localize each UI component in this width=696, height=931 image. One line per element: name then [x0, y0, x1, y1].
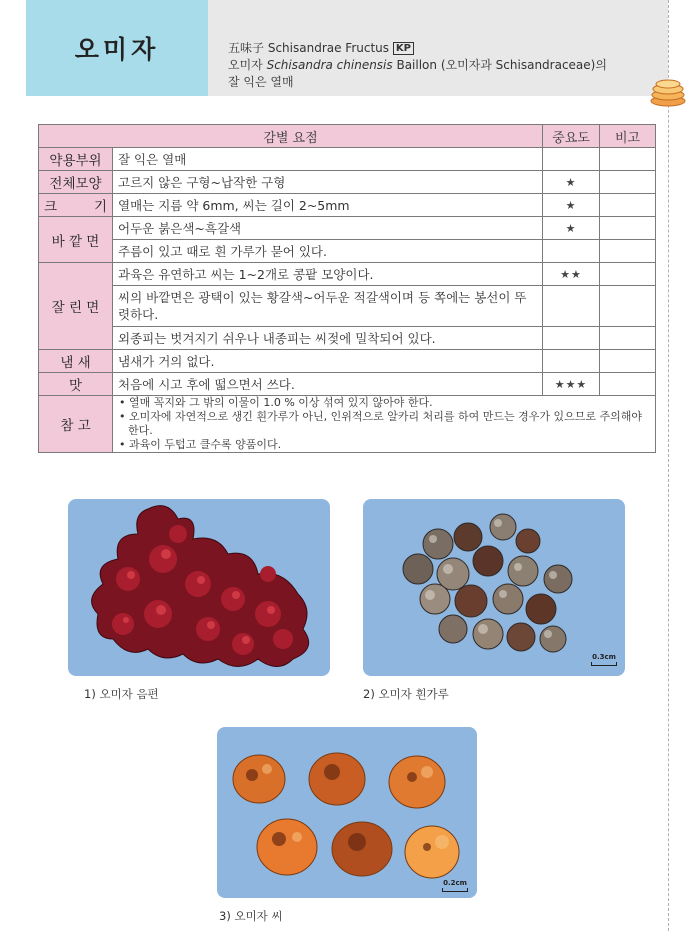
table-row	[39, 171, 656, 194]
origin-prefix: 오미자	[228, 58, 267, 72]
table-row	[39, 350, 656, 373]
note-item: • 과육이 두텁고 클수록 양품이다.	[119, 438, 282, 451]
scale-label: 0.2cm	[443, 879, 467, 887]
row-value-shape: 고르지 않은 구형~납작한 구형	[113, 171, 543, 194]
row-value-size: 열매는 지름 약 6mm, 씨는 길이 2~5mm	[113, 194, 543, 217]
header-remarks: 비고	[600, 125, 656, 148]
photo-omija-seeds	[217, 727, 477, 898]
row-label-notes: 참 고	[39, 396, 113, 453]
caption-photo-2: 2) 오미자 흰가루	[363, 687, 449, 701]
row-label-part: 약용부위	[39, 148, 113, 171]
star-rating: ★	[543, 171, 600, 194]
table-row	[39, 148, 656, 171]
table-row	[39, 396, 656, 453]
origin-suffix: Baillon (오미자과 Schisandraceae)의	[392, 58, 607, 72]
row-value-cut-3: 외종피는 벗겨지기 쉬우나 내종피는 씨젖에 밀착되어 있다.	[113, 327, 543, 350]
row-value-part: 잘 익은 열매	[113, 148, 543, 171]
row-value-surface-2: 주름이 있고 때로 흰 가루가 묻어 있다.	[113, 240, 543, 263]
kp-badge: KP	[393, 42, 414, 55]
photo-omija-white-powder	[363, 499, 625, 676]
seeds-image	[217, 727, 477, 898]
note-item: • 오미자에 자연적으로 생긴 흰가루가 아닌, 인위적으로 알카리 처리를 하여 만드는 경우가 있으므로 주의해야 한다.	[119, 410, 642, 437]
origin-line-2: 잘 익은 열매	[228, 75, 294, 89]
note-item: • 열매 꼭지와 그 밖의 이물이 1.0 % 이상 섞여 있지 않아야 한다.	[119, 396, 433, 409]
header-importance: 중요도	[543, 125, 600, 148]
origin-line	[228, 57, 658, 74]
table-row	[39, 194, 656, 217]
herb-description	[228, 40, 658, 91]
header-criteria: 감별 요점	[39, 125, 543, 148]
title-box	[26, 0, 208, 96]
row-value-cut-2: 씨의 바깥면은 광택이 있는 황갈색~어두운 적갈색이며 등 쪽에는 봉선이 뚜렷하다.	[113, 286, 543, 327]
page-edge-dashed-line	[668, 0, 669, 931]
row-label-taste: 맛	[39, 373, 113, 396]
dried-fruit-cluster-image	[68, 499, 330, 676]
photo-omija-slices	[68, 499, 330, 676]
page-title: 오미자	[74, 35, 160, 64]
powdered-fruit-image	[363, 499, 625, 676]
scale-label: 0.3cm	[592, 653, 616, 661]
star-rating: ★★	[543, 263, 600, 286]
table-header-row	[39, 125, 656, 148]
row-label-surface: 바 깥 면	[39, 217, 113, 263]
row-label-cut: 잘 린 면	[39, 263, 113, 350]
row-value-smell: 냄새가 거의 없다.	[113, 350, 543, 373]
table-row	[39, 217, 656, 240]
row-label-size: 크 기	[39, 194, 113, 217]
caption-photo-3: 3) 오미자 씨	[219, 909, 283, 923]
scale-bar	[591, 653, 617, 666]
table-row	[39, 286, 656, 327]
row-value-surface-1: 어두운 붉은색~흑갈색	[113, 217, 543, 240]
species-name: Schisandra chinensis	[266, 58, 393, 72]
row-value-cut-1: 과육은 유연하고 씨는 1~2개로 콩팥 모양이다.	[113, 263, 543, 286]
row-value-taste: 처음에 시고 후에 떫으면서 쓰다.	[113, 373, 543, 396]
table-row	[39, 373, 656, 396]
table-row	[39, 263, 656, 286]
star-rating: ★	[543, 194, 600, 217]
row-label-shape: 전체모양	[39, 171, 113, 194]
table-row	[39, 240, 656, 263]
notes-cell	[113, 396, 656, 453]
scale-bar	[442, 879, 468, 892]
star-rating: ★★★	[543, 373, 600, 396]
latin-name: Schisandrae Fructus	[267, 41, 390, 55]
row-label-smell: 냄 새	[39, 350, 113, 373]
latin-name-line	[228, 40, 658, 57]
caption-photo-1: 1) 오미자 음편	[84, 687, 159, 701]
hanja-name: 五味子	[228, 41, 265, 55]
table-row	[39, 327, 656, 350]
star-rating: ★	[543, 217, 600, 240]
identification-table	[38, 124, 656, 453]
stacked-slices-icon	[648, 78, 688, 108]
